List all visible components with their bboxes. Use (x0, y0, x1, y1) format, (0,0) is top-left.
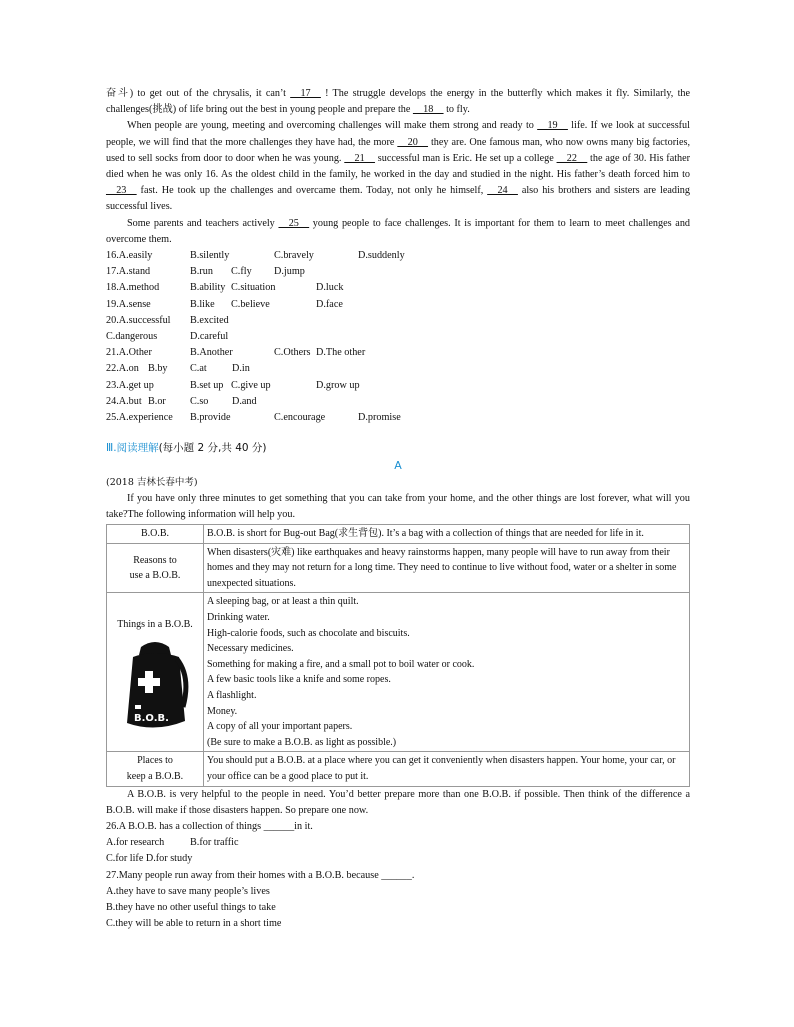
option: 25.A.experience (106, 411, 173, 423)
blank-23: __23__ (106, 185, 137, 197)
question-stem: 26.A B.O.B. has a collection of things ______in it. (106, 821, 313, 833)
option: C.believe (231, 298, 270, 310)
exam-page (106, 0, 690, 932)
table-row (107, 593, 690, 752)
option: B.ability (190, 282, 226, 294)
option: C.bravely (274, 250, 314, 262)
option: A.they have to save many people’s lives (106, 885, 270, 897)
option: D.jump (274, 266, 305, 278)
option: 21.A.Other (106, 347, 152, 359)
option: B.silently (190, 250, 230, 262)
option-row: C.for life D.for study (106, 853, 193, 865)
label-line: Things in a B.O.B. (117, 619, 193, 631)
option: B.provide (190, 411, 231, 423)
text: When people are young, meeting and overcoming challenges will make them strong and ready to (127, 120, 534, 132)
option-row-23 (106, 378, 690, 394)
option: B.set up (190, 379, 224, 391)
question-26 (106, 819, 690, 868)
option: C.situation (231, 282, 276, 294)
option: B.run (190, 266, 213, 278)
blank-18: __18__ (412, 104, 444, 116)
option-row-21 (106, 345, 690, 361)
option: C.dangerous (106, 330, 158, 342)
text: 奋斗) to get out of the chrysalis, it can’t (106, 88, 287, 99)
option: 16.A.easily (106, 250, 153, 262)
option-row-16 (106, 248, 690, 264)
closing-paragraph: A B.O.B. is very helpful to the people in need. You’d better prepare more than one B.O.B. if possible. Then think of the difference a B.O.B. will make if those disasters happen. So prepare one now. (106, 788, 690, 816)
row-label (107, 593, 204, 752)
option: 20.A.successful (106, 314, 171, 326)
text: life. If we look at successful people, we will find that the more challenges they have had, the more (106, 120, 690, 148)
row-text (204, 593, 690, 752)
label-line: keep a B.O.B. (126, 771, 184, 783)
options-list (106, 248, 690, 426)
option: 17.A.stand (106, 266, 151, 278)
option: C.encourage (274, 411, 326, 423)
row-label (107, 752, 204, 786)
option: B.excited (190, 314, 229, 326)
bob-info-table (106, 524, 690, 787)
text: to fly. (446, 104, 470, 116)
option: D.luck (316, 282, 344, 294)
list-item: Money. (207, 705, 238, 717)
option: C.so (190, 395, 209, 407)
option: 23.A.get up (106, 379, 154, 391)
list-item: A few basic tools like a knife and some ropes. (207, 674, 391, 686)
label-line: Places to (137, 755, 173, 767)
text: fast. He took up the challenges and overcame them. Today, not only he himself, (140, 185, 484, 197)
row-label: B.O.B. (107, 525, 204, 544)
list-item: (Be sure to make a B.O.B. as light as possible.) (207, 736, 397, 748)
option: D.The other (316, 347, 366, 359)
label-line: Reasons to (133, 554, 177, 566)
label-line: use a B.O.B. (129, 570, 181, 582)
option-row-19 (106, 297, 690, 313)
passage-letter: A (394, 459, 402, 473)
list-item: Something for making a fire, and a small pot to boil water or cook. (207, 658, 475, 670)
text: they are. One famous man, who now owns many big factories, used to sell socks from door to door when he was young. (106, 136, 690, 164)
option: C.fly (231, 266, 252, 278)
option-row-20 (106, 313, 690, 329)
section-points: (每小题 2 分,共 40 分) (158, 442, 267, 455)
blank-22: __22__ (556, 152, 588, 164)
table-row (107, 525, 690, 544)
option: D.in (232, 363, 250, 375)
list-item: A copy of all your important papers. (207, 721, 353, 733)
option: C.give up (231, 379, 271, 391)
option: C.Others (274, 347, 311, 359)
option: D.careful (190, 330, 229, 342)
text: successful man is Eric. He set up a college (377, 152, 554, 164)
blank-17: __17__ (290, 88, 321, 99)
blank-19: __19__ (537, 120, 568, 132)
option: 22.A.on (106, 363, 139, 375)
option: B.Another (190, 347, 233, 359)
option: D.and (232, 395, 257, 407)
blank-21: __21__ (344, 152, 375, 164)
blank-20: __20__ (397, 136, 428, 148)
table-row (107, 752, 690, 786)
option-row-18 (106, 280, 690, 296)
text: the challenges(挑战) of life bring out the best in young people and prepare the (106, 88, 691, 116)
passage-source: (2018 吉林长春中考) (106, 476, 198, 488)
text: the age of 30. His father died when he was only 16. As the oldest child in the family, he worked in the day and studied in the night. His father’s death forced him to (106, 152, 691, 181)
row-text: B.O.B. is short for Bug-out Bag(求生背包). It’s a bag with a collection of things that are needed for life in it. (204, 525, 690, 544)
option: B.like (190, 298, 215, 310)
section-title: Ⅲ.阅读理解 (106, 442, 159, 455)
text: young people to face challenges. It is important for them to learn to meet challenges and overcome them. (106, 217, 691, 245)
question-stem: 27.Many people run away from their homes with a B.O.B. because ______. (106, 869, 415, 881)
row-text: When disasters(灾难) like earthquakes and heavy rainstorms happen, many people will have to run away from their homes and they may not return for a long time. They need to continue to live without food, water or a shelter in some unexpected situations. (204, 543, 690, 593)
list-item: A flashlight. (207, 690, 257, 702)
option: 19.A.sense (106, 298, 151, 310)
list-item: High-calorie foods, such as chocolate and biscuits. (207, 627, 410, 639)
blank-25: __25__ (278, 217, 310, 229)
row-label (107, 543, 204, 593)
option-row-24 (106, 394, 690, 410)
option: B.for traffic (190, 837, 239, 849)
passage-paragraph-2 (106, 118, 690, 215)
option: D.suddenly (358, 250, 405, 262)
option: B.they have no other useful things to take (106, 902, 276, 914)
option-row (106, 835, 690, 851)
option: D.promise (358, 411, 401, 423)
blank-24: __24__ (487, 185, 518, 197)
option-row-17 (106, 264, 690, 280)
option: A.for research (106, 837, 165, 849)
text: Some parents and teachers actively (127, 217, 275, 229)
backpack-icon (119, 637, 191, 733)
text: ! The struggle develops the energy in the butterfly which makes it fly. Similarly, (325, 88, 674, 99)
option-row-22 (106, 361, 690, 377)
row-text: You should put a B.O.B. at a place where you can get it conveniently when disasters happen. Your home, your car, or your office can be a good place to put it. (204, 752, 690, 786)
passage-paragraph-1 (106, 86, 690, 118)
list-item: Necessary medicines. (207, 643, 294, 655)
question-27 (106, 868, 690, 933)
option: B.or (148, 395, 166, 407)
passage-intro: If you have only three minutes to get something that you can take from your home, and the other things are lost forever, what will you take?The following information will help you. (106, 492, 690, 520)
option: C.they will be able to return in a short time (106, 918, 282, 930)
list-item: A sleeping bag, or at least a thin quilt. (207, 596, 359, 608)
option: 18.A.method (106, 282, 160, 294)
option-row-20b (106, 329, 690, 345)
option: C.at (190, 363, 207, 375)
option: 24.A.but (106, 395, 142, 407)
bag-text: B.O.B. (134, 713, 169, 725)
passage-paragraph-3 (106, 216, 690, 248)
text: also his brothers and sisters are leading successful lives. (106, 185, 690, 213)
table-row (107, 543, 690, 593)
list-item: Drinking water. (207, 612, 270, 624)
option: D.face (316, 298, 343, 310)
option: B.by (148, 363, 168, 375)
option: D.grow up (316, 379, 360, 391)
section-heading (106, 440, 690, 456)
option-row-25 (106, 410, 690, 426)
